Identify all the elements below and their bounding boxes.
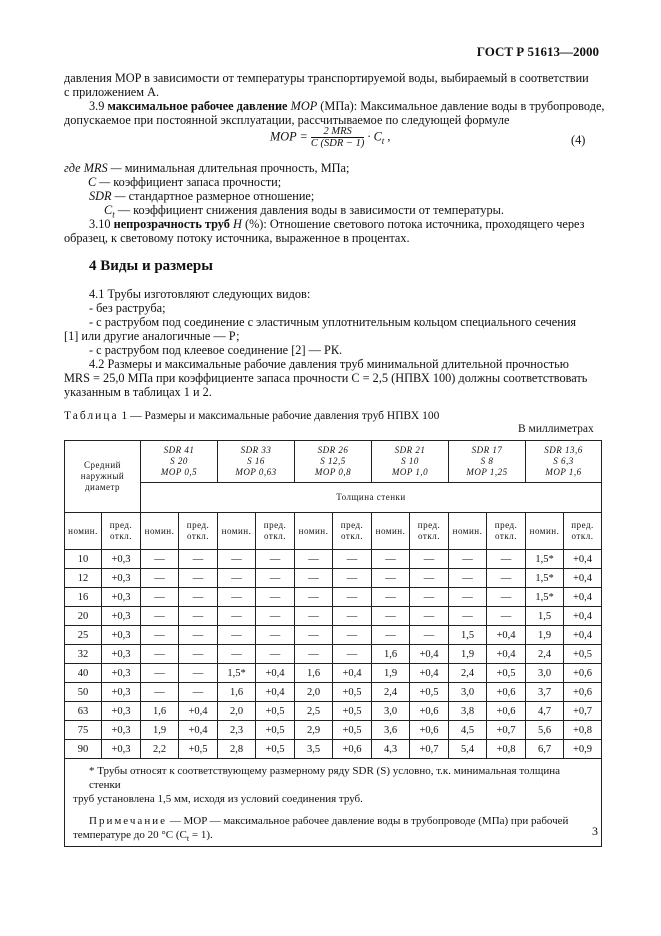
col-nominal: номин. <box>372 513 410 550</box>
table-cell: +0,6 <box>487 702 526 721</box>
clause-3-9 <box>89 99 605 114</box>
group-mop: MOP 0,5 <box>160 467 198 477</box>
table-cell: +0,9 <box>564 740 602 759</box>
table-cell: +0,5 <box>256 721 295 740</box>
table-cell: — <box>295 550 333 569</box>
term: непрозрачность труб <box>113 217 230 231</box>
term: максимальное рабочее давление <box>107 99 288 113</box>
table-cell: +0,5 <box>333 702 372 721</box>
wall-thickness-header: Толщина стенки <box>141 483 602 513</box>
clause-4-2: 4.2 Размеры и максимальные рабочие давления труб минимальной длительной прочностью <box>89 357 569 371</box>
group-sdr: SDR 13,6 <box>544 445 583 455</box>
group-header <box>526 441 602 483</box>
table-cell: 5,6 <box>526 721 564 740</box>
where-text: коэффициент запаса прочности; <box>113 175 282 189</box>
group-s: S 20 <box>170 456 188 466</box>
table-cell: — <box>256 588 295 607</box>
table-cell: +0,3 <box>102 740 141 759</box>
group-mop: MOP 0,8 <box>314 467 352 477</box>
table-cell: — <box>410 607 449 626</box>
table-cell: — <box>256 607 295 626</box>
table-row <box>65 588 602 607</box>
table-cell: — <box>333 569 372 588</box>
table-cell: 2,4 <box>526 645 564 664</box>
table-cell: +0,3 <box>102 626 141 645</box>
table-cell: +0,3 <box>102 569 141 588</box>
table-cell: — <box>179 645 218 664</box>
table-body <box>65 550 602 759</box>
table-cell: 1,5* <box>218 664 256 683</box>
formula-lhs: MOP = <box>270 129 308 144</box>
where-text: стандартное размерное отношение; <box>128 189 315 203</box>
table-cell: — <box>141 683 179 702</box>
table-cell: +0,5 <box>179 740 218 759</box>
group-header <box>141 441 218 483</box>
table-row <box>65 683 602 702</box>
clause-4-1: 4.1 Трубы изготовляют следующих видов: <box>89 287 311 301</box>
table-cell: — <box>449 607 487 626</box>
table-cell: — <box>372 607 410 626</box>
table-cell: 1,9 <box>526 626 564 645</box>
table-cell: — <box>487 550 526 569</box>
table-cell: +0,3 <box>102 550 141 569</box>
table-cell: — <box>410 550 449 569</box>
list-item: - с раструбом под соединение с эластичным уплотнительным кольцом специального сечения <box>89 315 577 329</box>
where-sdr <box>89 189 314 204</box>
table-cell: 63 <box>65 702 102 721</box>
table-cell: 5,4 <box>449 740 487 759</box>
table-cell: — <box>141 550 179 569</box>
table-cell: +0,4 <box>179 702 218 721</box>
table-cell: +0,4 <box>564 588 602 607</box>
table-cell: +0,6 <box>333 740 372 759</box>
table-row <box>65 740 602 759</box>
table-cell: +0,7 <box>564 702 602 721</box>
table-cell: +0,6 <box>564 664 602 683</box>
clause-3-9-cont: допускаемое при постоянной эксплуатации, рассчитываемое по следующей формуле <box>64 113 510 127</box>
table-cell: — <box>141 645 179 664</box>
table-cell: +0,5 <box>256 740 295 759</box>
table-cell: 10 <box>65 550 102 569</box>
note-line <box>73 814 593 828</box>
table-cell: 3,6 <box>372 721 410 740</box>
footnote-line: * Трубы относят к соответствующему размерному ряду SDR (S) условно, т.к. минимальная толщина стенки <box>89 765 560 791</box>
where-c <box>88 175 281 190</box>
table-cell: 2,0 <box>218 702 256 721</box>
group-s: S 16 <box>247 456 265 466</box>
table-cell: 2,8 <box>218 740 256 759</box>
table-cell: 1,6 <box>372 645 410 664</box>
where-text: коэффициент снижения давления воды в зависимости от температуры. <box>133 203 504 217</box>
page-number: 3 <box>592 824 598 838</box>
table-cell: 12 <box>65 569 102 588</box>
table-cell: — <box>295 626 333 645</box>
table-cell: — <box>256 550 295 569</box>
note-label: Примечание <box>89 815 167 827</box>
table-cell: 3,8 <box>449 702 487 721</box>
table-cell: +0,4 <box>256 664 295 683</box>
table-cell: +0,7 <box>410 740 449 759</box>
group-mop: MOP 1,25 <box>466 467 508 477</box>
col-nominal: номин. <box>141 513 179 550</box>
table-cell: +0,4 <box>487 626 526 645</box>
table-cell: +0,4 <box>564 569 602 588</box>
table-cell: — <box>218 588 256 607</box>
col-nominal: номин. <box>295 513 333 550</box>
col-tolerance: пред. откл. <box>564 513 602 550</box>
where-symbol: C — <box>88 175 111 189</box>
table-cell: 1,5* <box>526 569 564 588</box>
table-cell: 20 <box>65 607 102 626</box>
table-cell: 1,6 <box>141 702 179 721</box>
col-tolerance: пред. откл. <box>333 513 372 550</box>
group-header <box>295 441 372 483</box>
table-cell: 2,3 <box>218 721 256 740</box>
term-symbol: H <box>233 217 242 231</box>
table-cell: — <box>372 550 410 569</box>
table-cell: — <box>333 607 372 626</box>
formula-rhs: · C <box>367 129 382 144</box>
table-cell: 2,5 <box>295 702 333 721</box>
col-nominal: номин. <box>65 513 102 550</box>
table-cell: +0,4 <box>564 607 602 626</box>
table-cell: — <box>410 588 449 607</box>
table-cell: — <box>141 664 179 683</box>
table-cell: 2,0 <box>295 683 333 702</box>
table-cell: — <box>179 550 218 569</box>
clause-3-10 <box>89 217 585 232</box>
table-cell: +0,3 <box>102 607 141 626</box>
table-cell: — <box>218 569 256 588</box>
table-cell: 3,5 <box>295 740 333 759</box>
table-cell: — <box>179 569 218 588</box>
table-cell: +0,3 <box>102 721 141 740</box>
table-cell: 1,9 <box>141 721 179 740</box>
table-cell: +0,5 <box>333 721 372 740</box>
table-cell: 3,0 <box>372 702 410 721</box>
table-cell: 4,7 <box>526 702 564 721</box>
table-cell: +0,5 <box>256 702 295 721</box>
clause-number: 3.9 <box>89 99 105 113</box>
table-notes <box>65 759 602 847</box>
note-text: — MOP — максимальное рабочее давление воды в трубопроводе (МПа) при рабочей <box>169 815 569 827</box>
group-header <box>218 441 295 483</box>
list-item-cont: [1] или другие аналогичные — Р; <box>64 329 240 343</box>
table-cell: — <box>256 626 295 645</box>
group-sdr: SDR 17 <box>471 445 503 455</box>
table-cell: 1,9 <box>372 664 410 683</box>
footnote-line: труб установлена 1,5 мм, исходя из условий соединения труб. <box>73 793 363 805</box>
where-dash: — <box>117 203 131 217</box>
table-cell: — <box>410 569 449 588</box>
formula-fraction <box>311 126 364 149</box>
list-item: - с раструбом под клеевое соединение [2] — РК. <box>89 343 343 357</box>
table-cell: 6,7 <box>526 740 564 759</box>
table-cell: 1,5* <box>526 588 564 607</box>
table-cell: 1,9 <box>449 645 487 664</box>
table-cell: 32 <box>65 645 102 664</box>
intro-line-1: давления MOP в зависимости от температуры транспортируемой воды, выбираемый в соответствии <box>64 71 589 85</box>
col-tolerance: пред. откл. <box>410 513 449 550</box>
table-cell: — <box>179 683 218 702</box>
table-cell: +0,6 <box>410 721 449 740</box>
group-header <box>449 441 526 483</box>
col-tolerance: пред. откл. <box>487 513 526 550</box>
group-mop: MOP 0,63 <box>235 467 277 477</box>
table-cell: — <box>218 626 256 645</box>
table-cell: 3,0 <box>526 664 564 683</box>
intro-line-2: с приложением А. <box>64 85 160 99</box>
table-cell: — <box>256 569 295 588</box>
table-cell: — <box>256 645 295 664</box>
table-cell: — <box>487 607 526 626</box>
table-cell: — <box>487 588 526 607</box>
table-cell: 2,4 <box>372 683 410 702</box>
table-units: В миллиметрах <box>518 423 594 435</box>
table-cell: — <box>372 626 410 645</box>
table-cell: — <box>372 569 410 588</box>
table-cell: — <box>333 588 372 607</box>
where-symbol: где MRS — <box>64 161 122 175</box>
table-caption-prefix: Таблица <box>64 410 119 422</box>
table-cell: +0,3 <box>102 645 141 664</box>
table-row <box>65 721 602 740</box>
group-s: S 8 <box>480 456 494 466</box>
group-mop: MOP 1,6 <box>545 467 582 477</box>
table-cell: — <box>487 569 526 588</box>
table-row <box>65 569 602 588</box>
table-cell: 25 <box>65 626 102 645</box>
table-cell: +0,5 <box>333 683 372 702</box>
clause-3-10-cont: образец, к световому потоку источника, выраженное в процентах. <box>64 231 410 245</box>
table-cell: — <box>141 626 179 645</box>
note-sub: t <box>186 834 190 844</box>
table-cell: 4,3 <box>372 740 410 759</box>
table-cell: 1,6 <box>295 664 333 683</box>
table-caption-text: 1 — Размеры и максимальные рабочие давления труб НПВХ 100 <box>121 410 440 422</box>
table-cell: 1,5 <box>449 626 487 645</box>
table-caption <box>64 409 439 424</box>
equation-number: (4) <box>571 133 586 147</box>
where-text: минимальная длительная прочность, МПа; <box>124 161 350 175</box>
table-cell: — <box>218 645 256 664</box>
table-cell: — <box>218 607 256 626</box>
table-cell: — <box>295 569 333 588</box>
where-symbol-sub: t <box>112 209 115 220</box>
table-cell: 90 <box>65 740 102 759</box>
table-cell: +0,5 <box>564 645 602 664</box>
table-cell: +0,8 <box>487 740 526 759</box>
data-table <box>64 440 602 847</box>
note-text: = 1). <box>191 829 213 841</box>
table-cell: 3,0 <box>449 683 487 702</box>
table-cell: +0,5 <box>487 664 526 683</box>
diameter-header: Средний наружный диаметр <box>65 441 141 513</box>
table-cell: — <box>372 588 410 607</box>
table-cell: +0,4 <box>179 721 218 740</box>
group-sdr: SDR 21 <box>394 445 426 455</box>
formula-numerator: 2 MRS <box>311 126 364 138</box>
table-cell: — <box>179 588 218 607</box>
where-symbol: C <box>104 203 113 217</box>
table-cell: — <box>410 626 449 645</box>
group-sdr: SDR 26 <box>317 445 349 455</box>
table-row <box>65 607 602 626</box>
table-cell: +0,3 <box>102 683 141 702</box>
formula-denominator: C (SDR − 1) <box>310 138 365 149</box>
group-s: S 12,5 <box>320 456 346 466</box>
clause-4-2-line: указанным в таблицах 1 и 2. <box>64 385 212 399</box>
table-cell: — <box>333 550 372 569</box>
table-cell: +0,6 <box>410 702 449 721</box>
table-cell: +0,4 <box>256 683 295 702</box>
table-cell: +0,5 <box>410 683 449 702</box>
group-s: S 6,3 <box>553 456 574 466</box>
formula <box>270 126 390 149</box>
table-cell: +0,3 <box>102 702 141 721</box>
table-cell: 2,9 <box>295 721 333 740</box>
table-cell: 50 <box>65 683 102 702</box>
table-cell: 4,5 <box>449 721 487 740</box>
formula-tail: , <box>387 129 391 144</box>
section-title: 4 Виды и размеры <box>89 258 213 274</box>
table-cell: — <box>141 588 179 607</box>
note-text: температуре до 20 °С (C <box>73 829 187 841</box>
formula-rhs-sub: t <box>381 135 385 146</box>
table-cell: 75 <box>65 721 102 740</box>
table-cell: +0,4 <box>564 626 602 645</box>
group-s: S 10 <box>401 456 419 466</box>
where-symbol: SDR — <box>89 189 126 203</box>
clause-number: 3.10 <box>89 217 111 231</box>
note-line <box>73 828 593 846</box>
group-mop: MOP 1,0 <box>391 467 429 477</box>
table-cell: +0,6 <box>564 683 602 702</box>
table-cell: — <box>449 569 487 588</box>
table-cell: 2,4 <box>449 664 487 683</box>
table-row <box>65 702 602 721</box>
table-row <box>65 626 602 645</box>
table-cell: — <box>179 664 218 683</box>
table-cell: — <box>449 588 487 607</box>
document-header: ГОСТ Р 51613—2000 <box>476 44 599 59</box>
table-cell: 3,7 <box>526 683 564 702</box>
table-row <box>65 664 602 683</box>
list-item: - без раструба; <box>89 301 166 315</box>
table-cell: +0,4 <box>410 645 449 664</box>
clause-text: (МПа): Максимальное давление воды в трубопроводе, <box>320 99 605 113</box>
table-cell: — <box>218 550 256 569</box>
table-row <box>65 645 602 664</box>
table-cell: — <box>179 626 218 645</box>
group-header <box>372 441 449 483</box>
table-cell: — <box>333 626 372 645</box>
table-cell: 2,2 <box>141 740 179 759</box>
table-cell: +0,8 <box>564 721 602 740</box>
table-cell: — <box>141 607 179 626</box>
clause-4-2-line: MRS = 25,0 МПа при коэффициенте запаса прочности C = 2,5 (НПВХ 100) должны соответствовать <box>64 371 588 385</box>
table-cell: +0,3 <box>102 664 141 683</box>
table-cell: — <box>295 645 333 664</box>
table-cell: +0,4 <box>487 645 526 664</box>
subheader-row <box>65 513 602 550</box>
col-nominal: номин. <box>218 513 256 550</box>
where-mrs <box>64 161 349 176</box>
group-sdr: SDR 41 <box>163 445 195 455</box>
table-cell: — <box>179 607 218 626</box>
table-cell: 1,6 <box>218 683 256 702</box>
table-cell: 40 <box>65 664 102 683</box>
table-cell: — <box>295 607 333 626</box>
col-tolerance: пред. откл. <box>179 513 218 550</box>
table-cell: +0,7 <box>487 721 526 740</box>
table-cell: 16 <box>65 588 102 607</box>
table-cell: +0,6 <box>487 683 526 702</box>
term-symbol: MOP <box>290 99 318 113</box>
table-cell: 1,5 <box>526 607 564 626</box>
table-cell: +0,3 <box>102 588 141 607</box>
col-nominal: номин. <box>449 513 487 550</box>
col-tolerance: пред. откл. <box>102 513 141 550</box>
table-cell: — <box>449 550 487 569</box>
group-sdr: SDR 33 <box>240 445 272 455</box>
clause-text: (%): Отношение светового потока источника, проходящего через <box>244 217 585 231</box>
table-cell: — <box>141 569 179 588</box>
table-cell: +0,4 <box>333 664 372 683</box>
table-cell: — <box>295 588 333 607</box>
col-tolerance: пред. откл. <box>256 513 295 550</box>
table-cell: — <box>333 645 372 664</box>
table-row <box>65 550 602 569</box>
table-cell: 1,5* <box>526 550 564 569</box>
table-cell: +0,4 <box>564 550 602 569</box>
table-cell: +0,4 <box>410 664 449 683</box>
col-nominal: номин. <box>526 513 564 550</box>
